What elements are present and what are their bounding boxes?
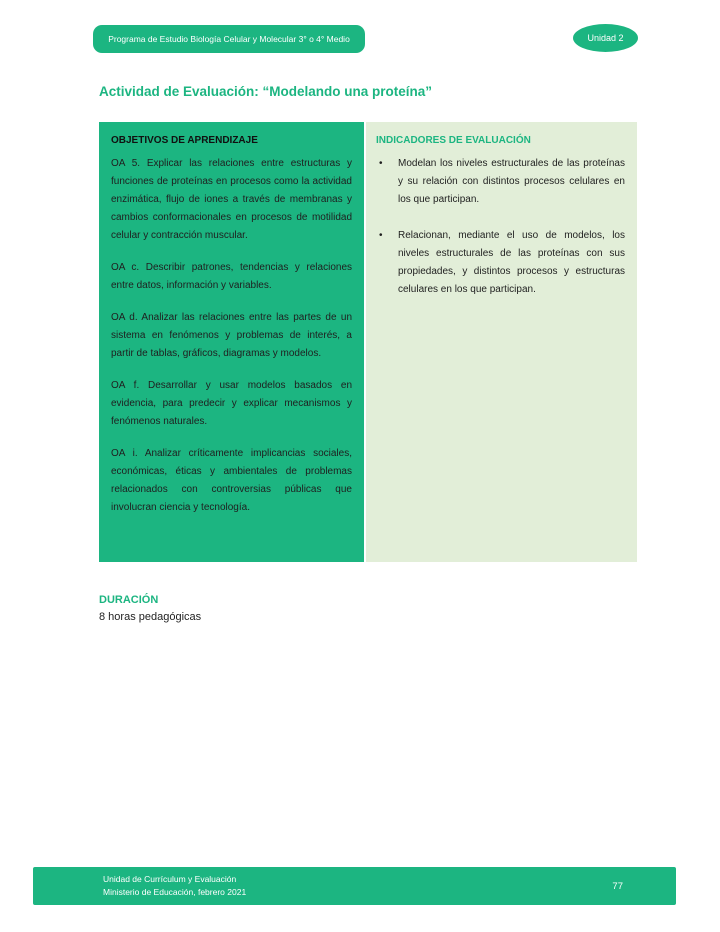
page-number: 77 (612, 880, 623, 892)
bullet-icon: • (379, 158, 383, 169)
footer-credits (103, 873, 246, 899)
footer-bar (33, 867, 676, 905)
objectives-indicators-table (99, 122, 637, 562)
duration-heading: DURACIÓN (99, 594, 159, 606)
objective-oa5: OA 5. Explicar las relaciones entre estructuras y funciones de proteínas en procesos como la actividad enzimática, flujo de iones a través de membranas y cambios conformacionales en procesos de motilidad celular y contracción muscular. (111, 158, 352, 241)
unit-badge (573, 24, 638, 52)
indicator-item (376, 227, 625, 299)
program-header-bar (93, 25, 365, 53)
indicators-column (366, 122, 637, 562)
activity-title: Actividad de Evaluación: “Modelando una proteína” (99, 84, 433, 99)
indicators-header: INDICADORES DE EVALUACIÓN (376, 135, 531, 146)
objectives-header: OBJETIVOS DE APRENDIZAJE (111, 135, 258, 146)
footer-org-line: Unidad de Currículum y Evaluación (103, 874, 237, 884)
program-header-label: Programa de Estudio Biología Celular y Molecular 3° o 4° Medio (108, 34, 350, 44)
objective-oai: OA i. Analizar críticamente implicancias sociales, económicas, éticas y ambientales de problemas relacionados con controversias públicas que involucran ciencia y tecnología. (111, 448, 352, 513)
objective-oad: OA d. Analizar las relaciones entre las partes de un sistema en fenómenos y problemas de interés, a partir de tablas, gráficos, diagramas y modelos. (111, 312, 352, 359)
duration-value: 8 horas pedagógicas (99, 611, 202, 623)
indicator-item (376, 155, 625, 209)
bullet-icon: • (379, 230, 383, 241)
objective-oaf: OA f. Desarrollar y usar modelos basados en evidencia, para predecir y explicar mecanismos y fenómenos naturales. (111, 380, 352, 427)
objective-oac: OA c. Describir patrones, tendencias y relaciones entre datos, información y variables. (111, 262, 352, 291)
footer-ministry-line: Ministerio de Educación, febrero 2021 (103, 887, 247, 897)
objectives-column (99, 122, 364, 562)
indicator-text-2: Relacionan, mediante el uso de modelos, los niveles estructurales de las proteínas con sus propiedades, y distintos procesos y estructuras celulares en los que participan. (398, 230, 625, 295)
duration-section (99, 594, 201, 623)
unit-badge-label: Unidad 2 (587, 33, 624, 43)
indicator-text-1: Modelan los niveles estructurales de las proteínas y su relación con distintos procesos celulares en los que participan. (398, 158, 625, 205)
